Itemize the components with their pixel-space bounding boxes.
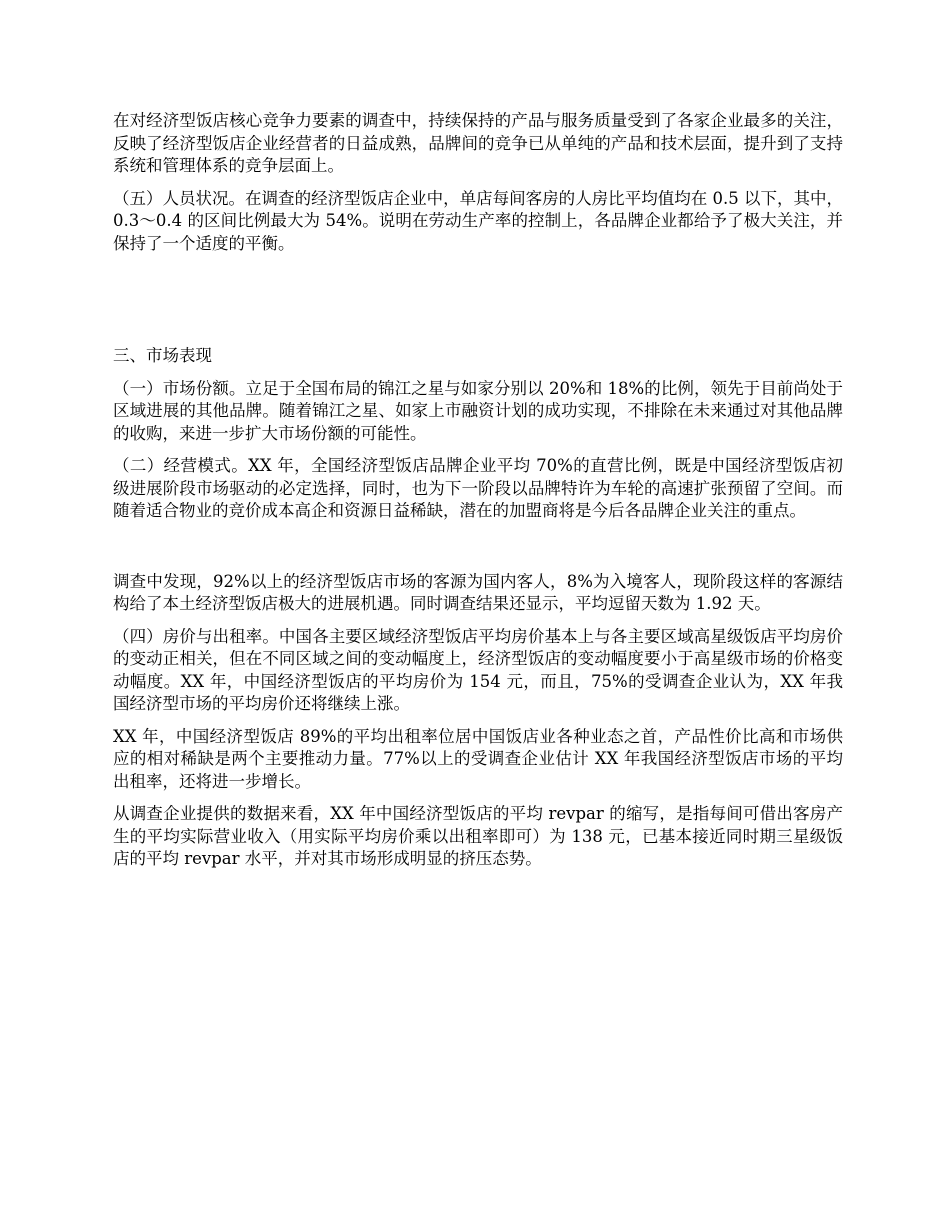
paragraph-core-competitiveness: 在对经济型饭店核心竞争力要素的调查中，持续保持的产品与服务质量受到了各家企业最多的关注，反映了经济型饭店企业经营者的日益成熟，品牌间的竞争已从单纯的产品和技术层面，提升到了支持系统和管理体系的竞争层面上。: [113, 111, 843, 175]
paragraph-occupancy: XX 年，中国经济型饭店 89%的平均出租率位居中国饭店业各种业态之首，产品性价比高和市场供应的相对稀缺是两个主要推动力量。77%以上的受调查企业估计 XX 年我国经济型饭店市场的平均出租率，还将进一步增长。: [113, 726, 843, 791]
section-heading-market-performance: 三、市场表现: [113, 346, 212, 365]
paragraph-room-rate: （四）房价与出租率。中国各主要区域经济型饭店平均房价基本上与各主要区域高星级饭店平均房价的变动正相关，但在不同区域之间的变动幅度上，经济型饭店的变动幅度要小于高星级市场的价格变动幅度。XX 年，中国经济型饭店的平均房价为 154 元，而且，75%的受调查企业认为，XX 年我国经济型市场的平均房价还将继续上涨。: [113, 626, 843, 713]
paragraph-guest-source: 调查中发现，92%以上的经济型饭店市场的客源为国内客人，8%为入境客人，现阶段这样的客源结构给了本土经济型饭店极大的进展机遇。同时调查结果还显示，平均逗留天数为 1.92 天。: [113, 571, 843, 613]
document-page: [113, 110, 843, 871]
paragraph-market-share: （一）市场份额。立足于全国布局的锦江之星与如家分别以 20%和 18%的比例，领先于目前尚处于区域进展的其他品牌。随着锦江之星、如家上市融资计划的成功实现，不排除在未来通过对其他品牌的收购，来进一步扩大市场份额的可能性。: [113, 378, 843, 443]
paragraph-revpar: 从调查企业提供的数据来看，XX 年中国经济型饭店的平均 revpar 的缩写，是指每间可借出客房产生的平均实际营业收入（用实际平均房价乘以出租率即可）为 138 元，已基本接近同时期三星级饭店的平均 revpar 水平，并对其市场形成明显的挤压态势。: [113, 804, 843, 868]
paragraph-staffing: （五）人员状况。在调查的经济型饭店企业中，单店每间客房的人房比平均值均在 0.5 以下，其中，0.3～0.4 的区间比例最大为 54%。说明在劳动生产率的控制上，各品牌企业都给予了极大关注，并保持了一个适度的平衡。: [113, 188, 843, 253]
paragraph-business-model: （二）经营模式。XX 年，全国经济型饭店品牌企业平均 70%的直营比例，既是中国经济型饭店初级进展阶段市场驱动的必定选择，同时，也为下一阶段以品牌特许为车轮的高速扩张预留了空间。而随着适合物业的竞价成本高企和资源日益稀缺，潜在的加盟商将是今后各品牌企业关注的重点。: [113, 456, 843, 520]
